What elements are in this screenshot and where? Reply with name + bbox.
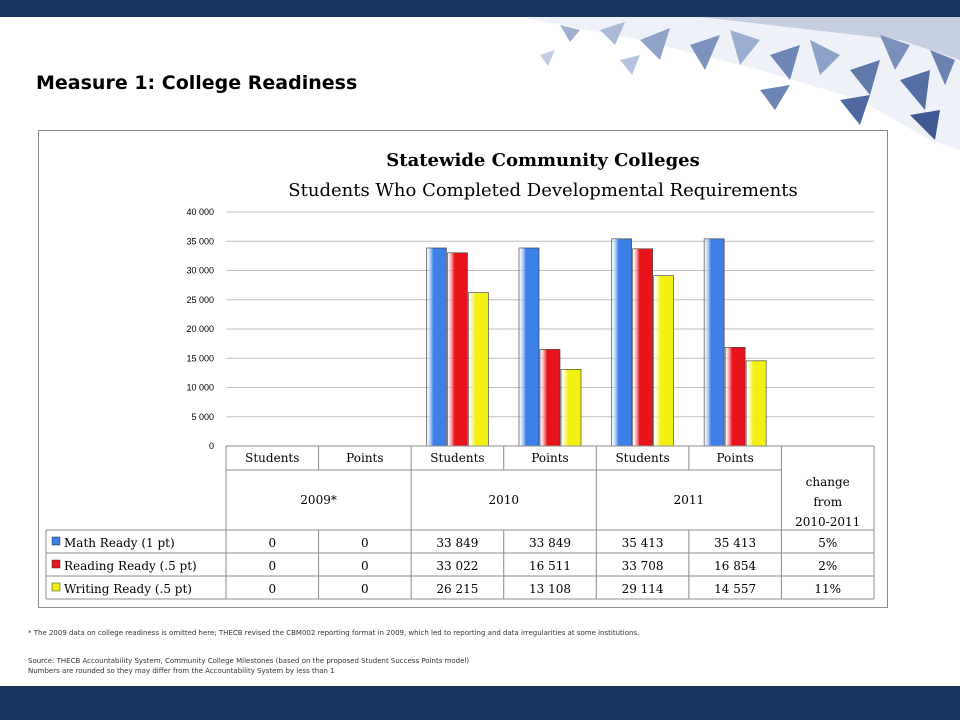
data-label: 35 413 [714,536,757,550]
category-label: Points [716,451,754,465]
data-label: 33 708 [621,559,664,573]
data-label: 0 [268,559,277,573]
bar-2-6 [725,347,745,446]
legend-swatch-1 [52,537,60,545]
bar-3-4 [561,369,581,446]
y-tick-label: 20 000 [186,324,214,334]
bar-2-3 [447,253,467,446]
data-label: 33 022 [436,559,479,573]
legend-swatch-2 [52,560,60,568]
data-label: 16 511 [529,559,571,573]
legend-label: Math Ready (1 pt) [64,536,175,550]
source-note: Source: THECB Accountability System, Community College Milestones (based on the proposed Student Success Points model) [28,657,470,665]
bar-2-4 [540,349,560,446]
data-label: 29 114 [621,582,664,596]
bar-1-4 [519,248,539,446]
footnote: * The 2009 data on college readiness is omitted here; THECB revised the CBM002 reporting format in 2009, which led to reporting and data irregularities at some institutions. [28,629,640,637]
data-label: 33 849 [529,536,571,550]
change-value: 2% [818,559,838,573]
category-label: Points [531,451,569,465]
change-header: from [813,495,843,509]
bottom-banner [0,686,960,720]
slide-title: Measure 1: College Readiness [36,72,358,94]
bar-3-5 [654,276,674,446]
data-label: 0 [361,559,369,573]
legend-swatch-3 [52,583,60,591]
data-label: 35 413 [621,536,664,550]
change-value: 11% [814,582,842,596]
data-label: 16 854 [714,559,757,573]
bar-1-5 [612,239,632,446]
bar-3-6 [746,361,766,446]
chart-title: Statewide Community Colleges [386,150,700,171]
category-label: Points [346,451,384,465]
data-label: 33 849 [436,536,479,550]
rounding-note: Numbers are rounded so they may differ from the Accountability System by less than 1 [28,667,335,675]
change-header: 2010-2011 [795,515,861,529]
y-tick-label: 30 000 [186,265,214,276]
legend-label: Reading Ready (.5 pt) [64,559,197,573]
y-tick-label: 5 000 [191,411,214,422]
y-tick-label: 25 000 [186,294,214,305]
chart-subtitle: Students Who Completed Developmental Requirements [288,180,798,201]
data-label: 0 [361,536,369,550]
bar-3-3 [468,293,488,446]
data-label: 26 215 [436,582,479,596]
y-tick-label: 15 000 [186,353,214,364]
change-header: change [805,475,850,489]
data-label: 0 [361,582,369,596]
y-tick-label: 10 000 [186,382,214,393]
data-label: 13 108 [529,582,571,596]
legend-label: Writing Ready (.5 pt) [64,582,192,596]
data-label: 0 [268,582,277,596]
bar-1-6 [704,239,724,446]
data-label: 14 557 [714,582,757,596]
data-label: 0 [268,536,277,550]
group-label: 2010 [488,493,519,507]
category-label: Students [430,451,485,465]
category-label: Students [615,451,670,465]
y-tick-label: 0 [208,441,214,451]
bar-1-3 [426,248,446,446]
group-label: 2009* [300,493,337,507]
y-tick-label: 35 000 [186,236,214,247]
category-label: Students [245,451,300,465]
group-label: 2011 [673,493,705,507]
change-value: 5% [818,536,838,550]
bar-2-5 [633,249,653,446]
y-tick-label: 40 000 [186,207,214,217]
